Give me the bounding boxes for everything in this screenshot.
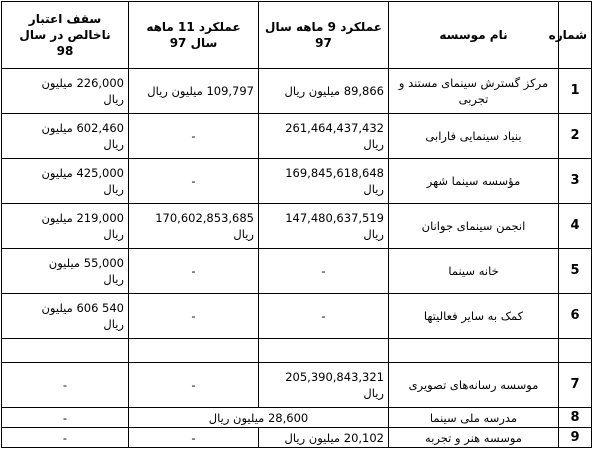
table-row (2, 363, 592, 408)
perf-11m-cell: 170,602,853,685 ریال (129, 204, 259, 249)
table-row (2, 249, 592, 294)
cap-cell: - (2, 363, 129, 408)
perf-9m-line1: 205,390,843,321 (285, 370, 384, 384)
cap-cell (2, 204, 129, 249)
table-row (2, 428, 592, 448)
header-cap (2, 2, 129, 69)
empty-cell (259, 339, 389, 363)
perf-9m-line1: 147,480,637,519 (285, 211, 384, 225)
institution-name (389, 69, 559, 114)
institution-name: خانه سینما (389, 249, 559, 294)
header-perf-9m: عملکرد 9 ماهه سال 97 (259, 2, 389, 69)
header-cap-line1: سقف اعتبار (28, 12, 102, 26)
institution-name: مدرسه ملی سینما (389, 408, 559, 428)
institution-name: مؤسسه سینما شهر (389, 159, 559, 204)
institution-name-line2: تجربی (458, 92, 489, 106)
perf-11m-cell: - (129, 294, 259, 339)
table-row (2, 294, 592, 339)
perf-9m-line2: ریال (363, 137, 384, 151)
row-number: 4 (559, 204, 592, 249)
cap-cell (2, 114, 129, 159)
perf-9m-line2: ریال (363, 386, 384, 400)
perf-merged-cell: 28,600 میلیون ریال (129, 408, 389, 428)
cap-line2: ریال (103, 92, 124, 106)
cap-line1: 540 606 میلیون (41, 301, 124, 315)
cap-line1: 219,000 میلیون (41, 211, 124, 225)
empty-cell (129, 339, 259, 363)
budget-table-container (1, 1, 591, 448)
institution-name: انجمن سینمای جوانان (389, 204, 559, 249)
empty-cell (2, 339, 129, 363)
cap-cell: - (2, 408, 129, 428)
header-cap-line3: 98 (56, 44, 74, 58)
perf-9m-cell: - (259, 249, 389, 294)
cap-line2: ریال (103, 137, 124, 151)
table-row (2, 204, 592, 249)
cap-cell (2, 294, 129, 339)
perf-11m-cell: - (129, 114, 259, 159)
perf-11m-cell: - (129, 249, 259, 294)
empty-cell (559, 339, 592, 363)
perf-9m-cell (259, 114, 389, 159)
empty-row (2, 339, 592, 363)
cap-line1: 425,000 میلیون (41, 166, 124, 180)
row-number: 3 (559, 159, 592, 204)
institution-name: موسسه هنر و تجربه (389, 428, 559, 448)
header-cap-line2: ناخالص در سال (19, 28, 111, 42)
perf-9m-cell: - (259, 294, 389, 339)
table-row (2, 114, 592, 159)
header-number: شماره (559, 2, 592, 69)
table-row (2, 408, 592, 428)
cap-cell (2, 69, 129, 114)
cap-cell (2, 159, 129, 204)
perf-11m-cell: - (129, 428, 259, 448)
cap-line1: 602,460 میلیون (41, 121, 124, 135)
cap-line2: ریال (103, 272, 124, 286)
perf-9m-cell (259, 363, 389, 408)
table-row (2, 69, 592, 114)
table-row (2, 159, 592, 204)
header-row (2, 2, 592, 69)
header-name: نام موسسه (389, 2, 559, 69)
row-number: 2 (559, 114, 592, 159)
row-number: 5 (559, 249, 592, 294)
row-number: 9 (559, 428, 592, 448)
header-perf-11m: عملکرد 11 ماهه سال 97 (129, 2, 259, 69)
cap-cell: - (2, 428, 129, 448)
cap-line1: 226,000 میلیون (41, 76, 124, 90)
institution-name: بنیاد سینمایی فارابی (389, 114, 559, 159)
cap-cell (2, 249, 129, 294)
institution-name-line1: مرکز گسترش سینمای مستند و (398, 76, 549, 90)
perf-11m-cell: - (129, 363, 259, 408)
perf-9m-line2: ریال (363, 182, 384, 196)
perf-9m-cell (259, 159, 389, 204)
perf-9m-line1: 169,845,618,648 (285, 166, 384, 180)
perf-9m-cell: 20,102 میلیون ریال (259, 428, 389, 448)
cap-line1: 55,000 میلیون (48, 256, 124, 270)
perf-9m-line2: ریال (363, 227, 384, 241)
row-number: 8 (559, 408, 592, 428)
row-number: 7 (559, 363, 592, 408)
perf-11m-cell: - (129, 159, 259, 204)
budget-table (1, 1, 592, 448)
row-number: 6 (559, 294, 592, 339)
institution-name: کمک به سایر فعالیتها (389, 294, 559, 339)
cap-line2: ریال (103, 317, 124, 331)
perf-9m-line1: 261,464,437,432 (285, 121, 384, 135)
empty-cell (389, 339, 559, 363)
row-number: 1 (559, 69, 592, 114)
institution-name: موسسه رسانه‌های تصویری (389, 363, 559, 408)
perf-9m-cell (259, 204, 389, 249)
perf-11m-cell: 109,797 میلیون ریال (129, 69, 259, 114)
perf-9m-cell: 89,866 میلیون ریال (259, 69, 389, 114)
cap-line2: ریال (103, 182, 124, 196)
cap-line2: ریال (103, 227, 124, 241)
